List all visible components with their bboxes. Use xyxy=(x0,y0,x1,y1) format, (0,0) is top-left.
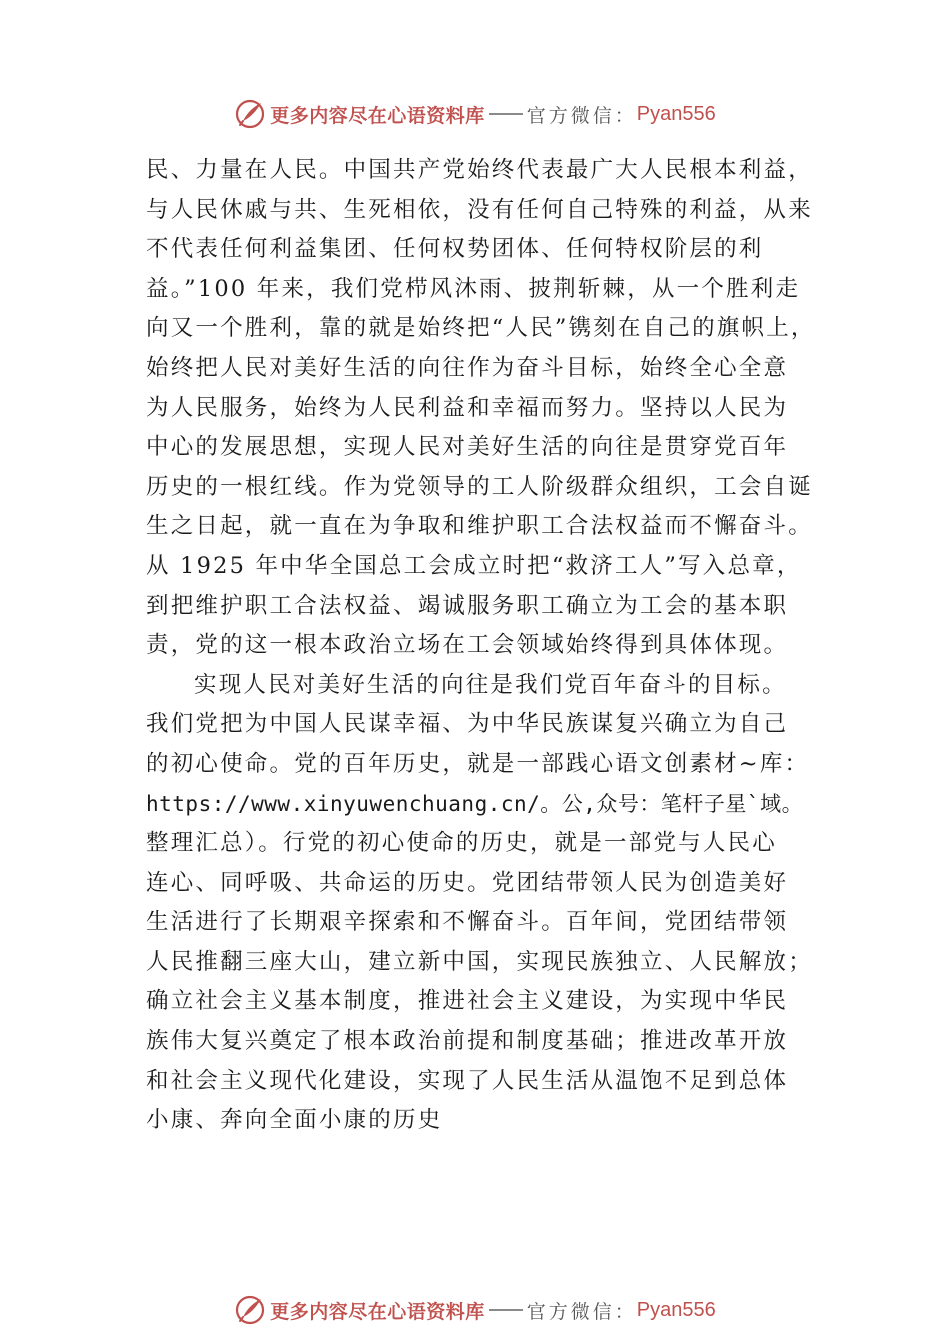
body-line: 的初心使命。党的百年历史，就是一部践心语文创素材~库： xyxy=(146,750,810,777)
body-line: 责，党的这一根本政治立场在工会领域始终得到具体体现。 xyxy=(146,632,789,659)
body-line: 整理汇总）。行党的初心使命的历史，就是一部党与人民心 xyxy=(146,830,777,857)
quill-pen-logo-icon xyxy=(234,1294,266,1326)
header-brand-text: 更多内容尽在心语资料库 xyxy=(270,104,485,127)
body-line: 始终把人民对美好生活的向往作为奋斗目标，始终全心全意 xyxy=(146,354,789,381)
footer-wechat-id: Pyan556 xyxy=(636,1298,716,1321)
body-line: 向又一个胜利，靠的就是始终把“人民”镌刻在自己的旗帜上， xyxy=(146,315,816,342)
body-line: 我们党把为中国人民谋幸福、为中华民族谋复兴确立为自己 xyxy=(146,711,789,738)
body-line: 族伟大复兴奠定了根本政治前提和制度基础；推进改革开放 xyxy=(146,1028,789,1055)
body-line: 民、力量在人民。中国共产党始终代表最广大人民根本利益， xyxy=(146,157,813,183)
body-line: 历史的一根红线。作为党领导的工人阶级群众组织，工会自诞 xyxy=(146,473,813,500)
header-dash xyxy=(489,113,523,115)
body-line: 生活进行了长期艰辛探索和不懈奋斗。百年间，党团结带领 xyxy=(146,909,789,936)
header-banner xyxy=(0,94,950,134)
body-line: 确立社会主义基本制度，推进社会主义建设，为实现中华民 xyxy=(146,988,789,1015)
url-line: https://www.xinyuwenchuang.cn/。公,众号：笔杆子星`域。 xyxy=(146,791,804,816)
body-line: 人民推翻三座大山，建立新中国，实现民族独立、人民解放； xyxy=(146,948,813,975)
quill-pen-logo-icon xyxy=(234,98,266,130)
document-body xyxy=(146,151,836,1141)
body-line: 生之日起，就一直在为争取和维护职工合法权益而不懈奋斗。 xyxy=(146,513,813,540)
body-line: 中心的发展思想，实现人民对美好生活的向往是贯穿党百年 xyxy=(146,434,789,461)
body-line: 与人民休戚与共、生死相依，没有任何自己特殊的利益，从来 xyxy=(146,196,813,223)
body-line: 到把维护职工合法权益、竭诚服务职工确立为工会的基本职 xyxy=(146,592,789,619)
body-line: 小康、奔向全面小康的历史 xyxy=(146,1107,443,1134)
body-line: 为人民服务，始终为人民利益和幸福而努力。坚持以人民为 xyxy=(146,394,789,421)
body-line: 连心、同呼吸、共命运的历史。党团结带领人民为创造美好 xyxy=(146,869,789,896)
footer-banner xyxy=(0,1290,950,1330)
body-line: 益。”100 年来，我们党栉风沐雨、披荆斩棘，从一个胜利走 xyxy=(146,275,801,302)
body-line: 和社会主义现代化建设，实现了人民生活从温饱不足到总体 xyxy=(146,1067,789,1094)
footer-dash xyxy=(489,1309,523,1311)
header-wechat-label: 官方微信： xyxy=(526,104,637,127)
paragraph-start-line: 实现人民对美好生活的向往是我们党百年奋斗的目标。 xyxy=(194,671,787,698)
header-wechat-id: Pyan556 xyxy=(636,102,716,125)
body-line: 不代表任何利益集团、任何权势团体、任何特权阶层的利 xyxy=(146,236,764,263)
body-line: 从 1925 年中华全国总工会成立时把“救济工人”写入总章， xyxy=(146,552,802,579)
footer-brand-text: 更多内容尽在心语资料库 xyxy=(270,1300,485,1323)
footer-wechat-label: 官方微信： xyxy=(526,1300,637,1323)
